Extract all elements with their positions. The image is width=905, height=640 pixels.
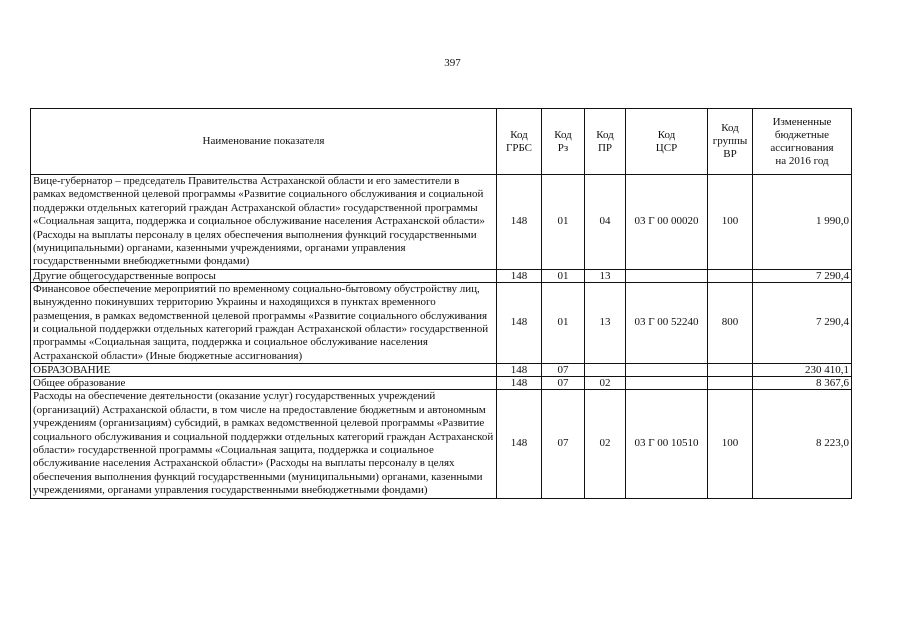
row-vr: [708, 269, 753, 282]
header-amount-line-1: Измененные: [772, 115, 832, 128]
header-csr: [626, 109, 708, 175]
row-rz: 07: [542, 377, 585, 390]
row-csr: [626, 269, 708, 282]
row-grbs: 148: [497, 175, 542, 270]
row-name: Вице-губернатор – председатель Правительства Астраханской области и его заместители в рамках ведомственной целевой программы «Развитие социального обслуживания и социальной поддержки отдельных категорий граждан Астраханской области» государственной программы «Социальная защита, поддержка и социальное обслуживание населения Астраханской области» (Расходы на выплаты персоналу в целях обеспечения выполнения функций государственными (муниципальными) органами, казенными учреждениями, органами управления государственными внебюджетными фондами): [31, 175, 497, 270]
row-rz: 01: [542, 269, 585, 282]
table-row: [31, 364, 852, 377]
header-grbs-line-2: ГРБС: [505, 141, 533, 154]
row-pr: [585, 364, 626, 377]
row-csr: [626, 364, 708, 377]
row-rz: 01: [542, 282, 585, 363]
header-csr-line-1: Код: [657, 128, 676, 141]
table-row: [31, 390, 852, 498]
header-pr-line-2: ПР: [597, 141, 613, 154]
row-rz: 07: [542, 364, 585, 377]
row-vr: 100: [708, 175, 753, 270]
row-rz: 07: [542, 390, 585, 498]
row-name: Финансовое обеспечение мероприятий по временному социально-бытовому обустройству лиц, вынужденно покинувших территорию Украины и находящихся в пунктах временного размещения, в рамках ведомственной целевой программы «Развитие социального обслуживания и социальной поддержки отдельных категорий граждан Астраханской области» государственной программы «Социальная защита, поддержка и социальное обслуживание населения Астраханской области» (Иные бюджетные ассигнования): [31, 282, 497, 363]
header-amount-line-2: бюджетные: [774, 128, 830, 141]
row-csr: 03 Г 00 00020: [626, 175, 708, 270]
row-grbs: 148: [497, 364, 542, 377]
row-grbs: 148: [497, 377, 542, 390]
row-amount: 7 290,4: [753, 282, 852, 363]
row-pr: 13: [585, 269, 626, 282]
header-grbs-line-1: Код: [510, 128, 528, 141]
row-grbs: 148: [497, 282, 542, 363]
row-grbs: 148: [497, 390, 542, 498]
row-pr: 02: [585, 390, 626, 498]
header-grbs: [497, 109, 542, 175]
row-rz: 01: [542, 175, 585, 270]
header-vr-line-3: ВР: [723, 148, 737, 160]
row-amount: 8 367,6: [753, 377, 852, 390]
header-rz-line-2: Рз: [557, 141, 569, 154]
row-pr: 02: [585, 377, 626, 390]
header-rz: [542, 109, 585, 175]
header-vr-line-1: Код: [721, 122, 739, 134]
row-amount: 1 990,0: [753, 175, 852, 270]
header-amount-line-3: ассигнования: [770, 141, 834, 154]
header-vr-line-2: группы: [712, 135, 748, 147]
header-rz-line-1: Код: [554, 128, 572, 141]
header-pr: [585, 109, 626, 175]
row-pr: 04: [585, 175, 626, 270]
header-amount: [753, 109, 852, 175]
row-pr: 13: [585, 282, 626, 363]
row-name: Общее образование: [31, 377, 497, 390]
table-row: [31, 269, 852, 282]
page-number: 397: [444, 57, 461, 69]
row-name: Расходы на обеспечение деятельности (оказание услуг) государственных учреждений (организаций) Астраханской области, в том числе на предоставление бюджетным и автономным учреждениям (организациям) субсидий, в рамках ведомственной целевой программы «Развитие социального обслуживания и социальной поддержки отдельных категорий граждан Астраханской области» государственной программы «Социальная защита, поддержка и социальное обслуживание населения Астраханской области» (Расходы на выплаты персоналу в целях обеспечения выполнения функций государственными (муниципальными) органами, казенными учреждениями, органами управления государственными внебюджетными фондами): [31, 390, 497, 498]
header-name: Наименование показателя: [31, 109, 497, 175]
table-row: [31, 282, 852, 363]
row-vr: 100: [708, 390, 753, 498]
header-vr: [708, 109, 753, 175]
row-vr: [708, 377, 753, 390]
table-row: [31, 175, 852, 270]
row-name: Другие общегосударственные вопросы: [31, 269, 497, 282]
header-pr-line-1: Код: [596, 128, 614, 141]
header-csr-line-2: ЦСР: [655, 141, 678, 154]
row-amount: 230 410,1: [753, 364, 852, 377]
table-row: [31, 377, 852, 390]
budget-table: [30, 108, 852, 499]
row-csr: [626, 377, 708, 390]
row-amount: 8 223,0: [753, 390, 852, 498]
row-amount: 7 290,4: [753, 269, 852, 282]
row-csr: 03 Г 00 10510: [626, 390, 708, 498]
row-vr: [708, 364, 753, 377]
row-vr: 800: [708, 282, 753, 363]
row-csr: 03 Г 00 52240: [626, 282, 708, 363]
header-row: [31, 109, 852, 175]
row-name: ОБРАЗОВАНИЕ: [31, 364, 497, 377]
header-amount-line-4: на 2016 год: [775, 154, 829, 167]
row-grbs: 148: [497, 269, 542, 282]
